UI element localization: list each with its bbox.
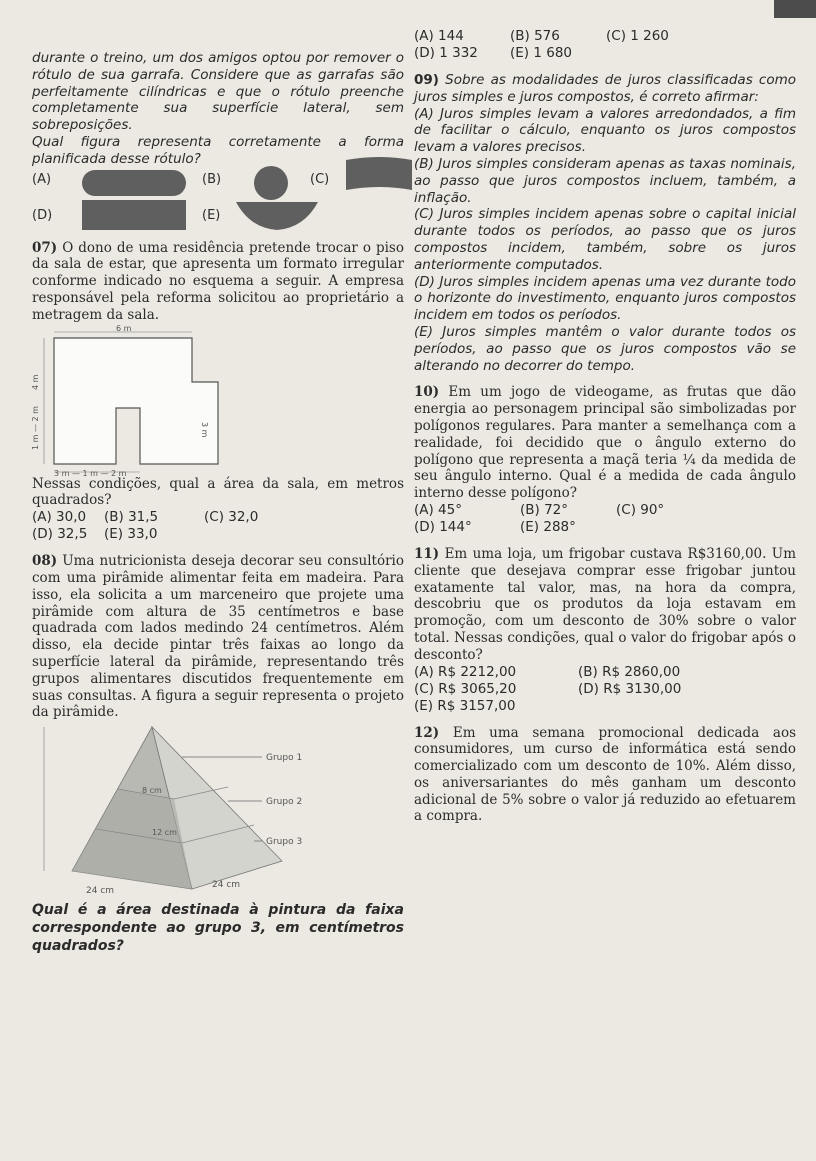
shape-label-e: (E) (202, 207, 221, 223)
q10-option-d[interactable]: (D) 144° (414, 518, 472, 535)
q09-option-b[interactable]: (B) Juros simples consideram apenas as taxas nominais, ao passo que juros compostos incluem, também, a inflação. (414, 155, 796, 206)
q10-option-e[interactable]: (E) 288° (520, 518, 576, 535)
q11-options-row2 (414, 681, 796, 698)
q12-number: 12) (414, 724, 440, 741)
q06-question: Qual figura representa corretamente a forma planificada desse rótulo? (32, 133, 404, 167)
pyramid-inner2-label: 12 cm (152, 828, 177, 838)
room-floorplan (32, 324, 232, 476)
pyramid-inner1-label: 8 cm (142, 786, 162, 796)
q08-pyramid-figure (32, 721, 404, 901)
shape-d-rectangle (82, 200, 186, 230)
q10-option-c[interactable]: (C) 90° (616, 501, 665, 518)
shape-a-rounded-rect (82, 170, 186, 196)
pyramid-group2-label: Grupo 2 (266, 797, 303, 808)
page-corner-mark (774, 0, 816, 18)
q05-option-d[interactable]: (D) 1 332 (414, 45, 478, 61)
pyramid-group1-label: Grupo 1 (266, 753, 303, 764)
pyramid-edge1-label: 24 cm (86, 886, 115, 897)
q11-options-row3 (414, 698, 796, 715)
q08-question: Qual é a área destinada à pintura da faixa correspondente ao grupo 3, em centímetros quadrados? (32, 902, 404, 955)
pyramid-edge2-label: 24 cm (212, 880, 241, 891)
q09-intro (414, 72, 796, 106)
q07-number: 07) (32, 239, 58, 256)
q11-option-d[interactable]: (D) R$ 3130,00 (578, 680, 682, 697)
q11-options-row1 (414, 664, 796, 681)
q11-option-e[interactable]: (E) R$ 3157,00 (414, 697, 516, 714)
room-label-left-top: 4 m (31, 374, 40, 390)
left-column (32, 50, 404, 955)
q11-option-b[interactable]: (B) R$ 2860,00 (578, 663, 681, 680)
q07-question: Nessas condições, qual a área da sala, em metros quadrados? (32, 475, 404, 509)
shape-label-c: (C) (310, 171, 330, 187)
shape-label-a: (A) (32, 171, 52, 187)
q06-context: durante o treino, um dos amigos optou por remover o rótulo de sua garrafa. Considere que as garrafas são perfeitamente cilíndricas e que o rótulo preenche completamente sua superfície lateral, sem sobreposições. (32, 50, 404, 134)
q09-option-c[interactable]: (C) Juros simples incidem apenas sobre o capital inicial durante todos os períodos, ao passo que os juros compostos incidem, também, sobre os juros anteriormente computados. (414, 206, 796, 273)
q07-options-row2 (32, 526, 404, 543)
q09-option-a[interactable]: (A) Juros simples levam a valores arredondados, a fim de facilitar o cálculo, enquanto os juros compostos levam a valores precisos. (414, 105, 796, 156)
q09-body: Sobre as modalidades de juros classificadas como juros simples e juros compostos, é correto afirmar: (414, 72, 796, 105)
q07-option-c[interactable]: (C) 32,0 (204, 509, 259, 526)
q11-text (414, 546, 796, 664)
q05-option-a[interactable]: (A) 144 (414, 28, 464, 44)
q07-option-d[interactable]: (D) 32,5 (32, 526, 88, 543)
room-label-top: 6 m (116, 323, 132, 333)
q11-option-c[interactable]: (C) R$ 3065,20 (414, 680, 517, 697)
q12-text (414, 725, 796, 826)
q09-option-d[interactable]: (D) Juros simples incidem apenas uma vez durante todo o horizonte do investimento, enquanto juros compostos incidem em todos os períodos. (414, 273, 796, 324)
room-label-bottom: 3 m — 1 m — 2 m (54, 468, 127, 478)
shape-label-b: (B) (202, 171, 222, 187)
q08-body: Uma nutricionista deseja decorar seu consultório com uma pirâmide alimentar feita em madeira. Para isso, ela solicita a um marceneiro que projete uma pirâmide com altura de 35 centímetros e base quadrada com lados medindo 24 centímetros. Além disso, ela decide pintar três faixas ao longo da superfície lateral da pirâmide, representando três grupos alimentares discutidos frequentemente em suas consultas. A figura a seguir representa o projeto da pirâmide. (32, 553, 404, 721)
shape-e-arc-sector (232, 198, 322, 232)
shape-c-curved-band (344, 154, 414, 198)
q05-option-e[interactable]: (E) 1 680 (510, 45, 573, 61)
q05-options-row1 (414, 28, 796, 45)
q05-option-c[interactable]: (C) 1 260 (606, 28, 669, 44)
q11-number: 11) (414, 545, 440, 562)
q08-text (32, 553, 404, 721)
q10-text (414, 384, 796, 502)
q11-body: Em uma loja, um frigobar custava R$3160,00. Um cliente que desejava comprar esse frigobar juntou exatamente tal valor, mas, na hora da compra, descobriu que os produtos da loja estavam em promoção, com um desconto de 30% sobre o valor total. Nessas condições, qual o valor do frigobar após o desconto? (414, 545, 796, 663)
q07-body: O dono de uma residência pretende trocar o piso da sala de estar, que apresenta um formato irregular conforme indicado no esquema a seguir. A empresa responsável pela reforma solicitou ao proprietário a metragem da sala. (32, 239, 404, 323)
q07-option-e[interactable]: (E) 33,0 (104, 526, 158, 543)
q08-number: 08) (32, 553, 58, 570)
q09-number: 09) (414, 72, 439, 88)
q12-body: Em uma semana promocional dedicada aos consumidores, um curso de informática está sendo comercializado com um desconto de 10%. Além disso, os aniversariantes do mês ganham um desconto adicional de 5% sobre o valor já reduzido ao efetuarem a compra. (414, 724, 796, 825)
q10-options-row2 (414, 519, 796, 536)
q07-option-b[interactable]: (B) 31,5 (104, 509, 159, 526)
q10-body: Em um jogo de videogame, as frutas que dão energia ao personagem principal são simbolizadas por polígonos regulares. Para manter a semelhança com a realidade, foi decidido que o ângulo externo do polígono que representa a maçã teria ¼ da medida de seu ângulo interno. Qual é a medida de cada ângulo interno desse polígono? (414, 384, 796, 502)
q07-text (32, 240, 404, 324)
q05-options-row2 (414, 45, 796, 62)
food-pyramid (32, 721, 404, 901)
q07-room-figure (32, 324, 404, 476)
room-label-left-bottom: 1 m — 2 m (31, 405, 40, 450)
pyramid-group3-label: Grupo 3 (266, 837, 303, 848)
q05-option-b[interactable]: (B) 576 (510, 28, 560, 44)
q09-option-e[interactable]: (E) Juros simples mantêm o valor durante todos os períodos, ao passo que os juros compostos vão se alterando no decorrer do tempo. (414, 323, 796, 374)
q10-options-row1 (414, 502, 796, 519)
right-column (414, 28, 796, 825)
shape-label-d: (D) (32, 207, 53, 223)
q10-option-b[interactable]: (B) 72° (520, 501, 569, 518)
room-label-right-mid: 3 m (200, 421, 209, 437)
q07-option-a[interactable]: (A) 30,0 (32, 509, 87, 526)
q10-number: 10) (414, 384, 440, 401)
q10-option-a[interactable]: (A) 45° (414, 501, 462, 518)
shape-b-circle (254, 166, 288, 200)
q07-options-row1 (32, 509, 404, 526)
q06-shape-options (32, 168, 404, 230)
q11-option-a[interactable]: (A) R$ 2212,00 (414, 663, 517, 680)
